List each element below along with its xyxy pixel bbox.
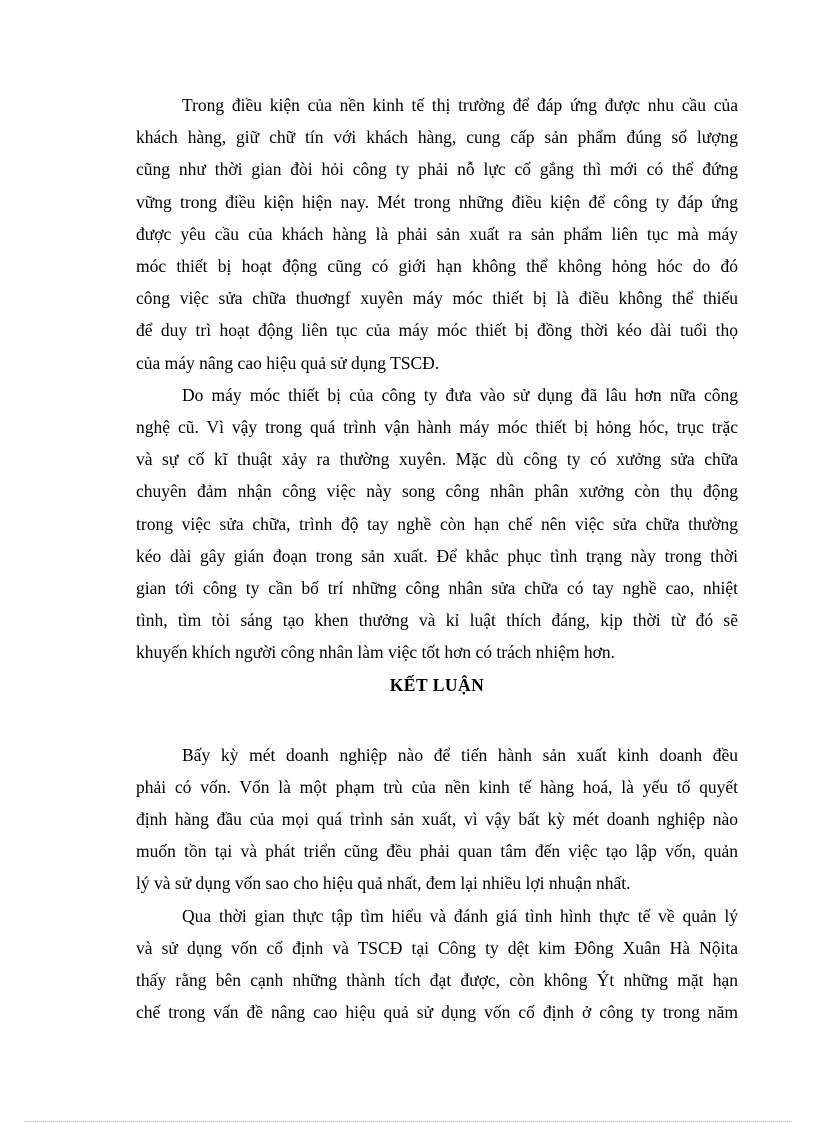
text-line: và sự cố kĩ thuật xảy ra thường xuyên. Mặc dù công ty có xưởng sửa chữa: [136, 449, 738, 470]
text-line: và sử dụng vốn cố định và TSCĐ tại Công ty dệt kim Đông Xuân Hà Nộita: [136, 937, 738, 958]
text-line: để duy trì hoạt động liên tục của máy móc thiết bị đồng thời kéo dài tuổi thọ: [136, 320, 738, 341]
text-line: nghệ cũ. Vì vậy trong quá trình vận hành máy móc thiết bị hỏng hóc, trục trặc: [136, 417, 738, 438]
text-line: định hàng đầu của mọi quá trình sản xuất, vì vậy bất kỳ mét doanh nghiệp nào: [136, 809, 738, 830]
text-line: móc thiết bị hoạt động cũng có giới hạn không thể không hỏng hóc do đó: [136, 256, 738, 277]
text-line: cũng như thời gian đòi hỏi công ty phải nỗ lực cố gắng thì mới có thể đứng: [136, 159, 738, 180]
body-section-top: [136, 89, 738, 669]
text-line: vững trong điều kiện hiện nay. Mét trong những điều kiện để công ty đáp ứng: [136, 191, 738, 212]
paragraph: [136, 739, 738, 900]
paragraph: [136, 89, 738, 379]
paragraph: [136, 379, 738, 669]
text-line: kéo dài gây gián đoạn trong sản xuất. Để khắc phục tình trạng này trong thời: [136, 545, 738, 566]
text-line: được yêu cầu của khách hàng là phải sản xuất ra sản phẩm liên tục mà máy: [136, 223, 738, 244]
text-line: lý và sử dụng vốn sao cho hiệu quả nhất, đem lại nhiều lợi nhuận nhất.: [136, 873, 631, 894]
heading-spacing: [136, 701, 738, 739]
text-line: thấy rằng bên cạnh những thành tích đạt được, còn không Ýt những mặt hạn: [136, 970, 738, 991]
text-line: của máy nâng cao hiệu quả sử dụng TSCĐ.: [136, 352, 440, 373]
text-line: gian tới công ty cần bố trí những công nhân sửa chữa có tay nghề cao, nhiệt: [136, 578, 738, 599]
text-line: tình, tìm tòi sáng tạo khen thưởng và kỉ luật thích đáng, kịp thời từ đó sẽ: [136, 610, 738, 631]
text-line: phải có vốn. Vốn là một phạm trù của nền kinh tế hàng hoá, là yếu tố quyết: [136, 776, 738, 797]
text-line: muốn tồn tại và phát triển cũng đều phải quan tâm đến việc tạo lập vốn, quản: [136, 841, 738, 862]
text-line: chế trong vấn đề nâng cao hiệu quả sử dụng vốn cố định ở công ty trong năm: [136, 1002, 738, 1023]
text-line: chuyên đảm nhận công việc này song công nhân phân xưởng còn thụ động: [136, 481, 738, 502]
page-bottom-rule: [24, 1121, 792, 1122]
text-line: khuyến khích người công nhân làm việc tốt hơn có trách nhiệm hơn.: [136, 642, 616, 663]
section-heading-conclusion: KẾT LUẬN: [389, 674, 485, 695]
text-line: công việc sửa chữa thuơngf xuyên máy móc thiết bị là điều không thể thiếu: [136, 288, 738, 309]
body-section-bottom: [136, 739, 738, 1029]
text-line: Trong điều kiện của nền kinh tế thị trường để đáp ứng được nhu cầu của: [182, 95, 738, 115]
document-page: [136, 89, 738, 1028]
text-line: trong việc sửa chữa, trình độ tay nghề còn hạn chế nên việc sửa chữa thường: [136, 513, 738, 534]
text-line: Bấy kỳ mét doanh nghiệp nào để tiến hành sản xuất kinh doanh đều: [182, 744, 738, 765]
text-line: Qua thời gian thực tập tìm hiểu và đánh giá tình hình thực tế về quản lý: [182, 905, 738, 926]
text-line: Do máy móc thiết bị của công ty đưa vào sử dụng đã lâu hơn nữa công: [182, 384, 738, 405]
paragraph: [136, 900, 738, 1029]
text-line: khách hàng, giữ chữ tín với khách hàng, cung cấp sản phẩm đúng số lượng: [136, 127, 738, 148]
